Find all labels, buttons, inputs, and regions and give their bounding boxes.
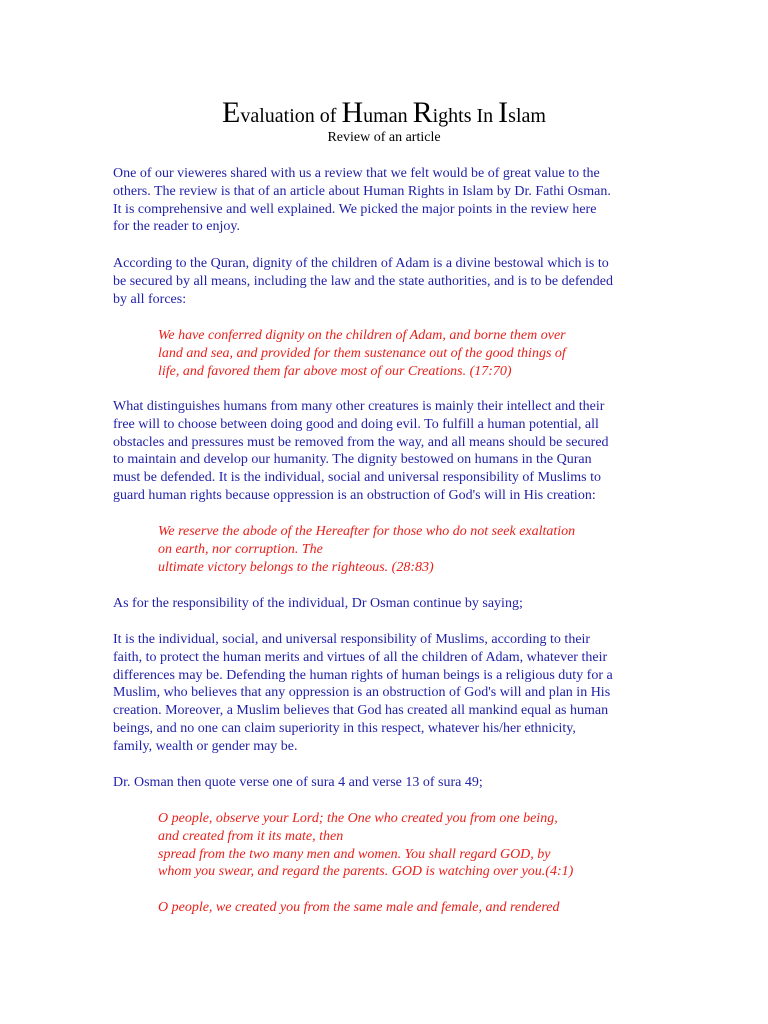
text-line: creation. Moreover, a Muslim believes that God has created all mankind equal as human <box>113 703 609 719</box>
quote-line: land and sea, and provided for them sustenance out of the good things of <box>158 345 566 361</box>
title-initial: H <box>341 96 364 129</box>
verse-intro-paragraph <box>113 774 673 792</box>
text-line: As for the responsibility of the individual, Dr Osman continue by saying; <box>113 596 523 611</box>
responsibility-paragraph <box>113 595 673 613</box>
text-line: for the reader to enjoy. <box>113 219 240 235</box>
quran-quote-17-70 <box>158 327 658 380</box>
quote-line: We have conferred dignity on the children of Adam, and borne them over <box>158 328 566 343</box>
text-line: It is comprehensive and well explained. We picked the major points in the review here <box>113 201 597 217</box>
quote-line: spread from the two many men and women. You shall regard GOD, by <box>158 846 551 862</box>
text-line: beings, and no one can claim superiority in this respect, whatever his/her ethnicity, <box>113 720 576 736</box>
title-word: uman <box>363 105 413 127</box>
text-line: It is the individual, social, and universal responsibility of Muslims, according to their <box>113 632 591 647</box>
text-line: One of our vieweres shared with us a review that we felt would be of great value to the <box>113 166 600 181</box>
page-title <box>0 96 768 133</box>
quote-line: whom you swear, and regard the parents. GOD is watching over you.(4:1) <box>158 864 574 880</box>
text-line: Dr. Osman then quote verse one of sura 4 and verse 13 of sura 49; <box>113 775 483 790</box>
text-line: obstacles and pressures must be removed from the way, and all means should be secured <box>113 434 609 450</box>
title-word: slam <box>508 105 546 127</box>
title-initial: I <box>498 96 509 129</box>
text-line: be secured by all means, including the law and the state authorities, and is to be defended <box>113 273 613 289</box>
quote-line: We reserve the abode of the Hereafter for those who do not seek exaltation <box>158 524 576 539</box>
text-line: free will to choose between doing good and doing evil. To fulfill a human potential, all <box>113 416 599 432</box>
quote-line: O people, we created you from the same male and female, and rendered <box>158 900 560 915</box>
title-initial: E <box>222 96 241 129</box>
muslim-duty-paragraph <box>113 631 673 756</box>
text-line: What distinguishes humans from many other creatures is mainly their intellect and their <box>113 399 605 414</box>
humanity-paragraph <box>113 398 673 505</box>
title-word: ights In <box>432 105 499 127</box>
quote-line: and created from it its mate, then <box>158 828 344 844</box>
quote-line: life, and favored them far above most of our Creations. (17:70) <box>158 363 512 379</box>
dignity-paragraph <box>113 255 673 308</box>
quote-line: ultimate victory belongs to the righteous. (28:83) <box>158 559 434 575</box>
text-line: faith, to protect the human merits and virtues of all the children of Adam, whatever their <box>113 649 608 665</box>
text-line: family, wealth or gender may be. <box>113 738 298 754</box>
quote-line: O people, observe your Lord; the One who created you from one being, <box>158 811 558 826</box>
page-subtitle: Review of an article <box>327 130 441 145</box>
text-line: guard human rights because oppression is an obstruction of God's will in His creation: <box>113 487 596 503</box>
title-initial: R <box>412 96 433 129</box>
quote-line: on earth, nor corruption. The <box>158 541 323 557</box>
title-word: valuation of <box>240 105 342 127</box>
intro-paragraph <box>113 165 673 236</box>
text-line: must be defended. It is the individual, social and universal responsibility of Muslims to <box>113 470 601 486</box>
quran-quote-4-1 <box>158 810 658 881</box>
quran-quote-28-83 <box>158 523 658 576</box>
text-line: differences may be. Defending the human rights of human beings is a religious duty for a <box>113 667 613 683</box>
text-line: by all forces: <box>113 291 187 307</box>
text-line: Muslim, who believes that any oppression is an obstruction of God's will and plan in His <box>113 685 611 701</box>
text-line: others. The review is that of an article about Human Rights in Islam by Dr. Fathi Osman. <box>113 183 611 199</box>
quran-quote-49-13 <box>158 899 658 917</box>
text-line: According to the Quran, dignity of the children of Adam is a divine bestowal which is to <box>113 256 609 271</box>
text-line: to maintain and develop our humanity. The dignity bestowed on humans in the Quran <box>113 452 592 468</box>
